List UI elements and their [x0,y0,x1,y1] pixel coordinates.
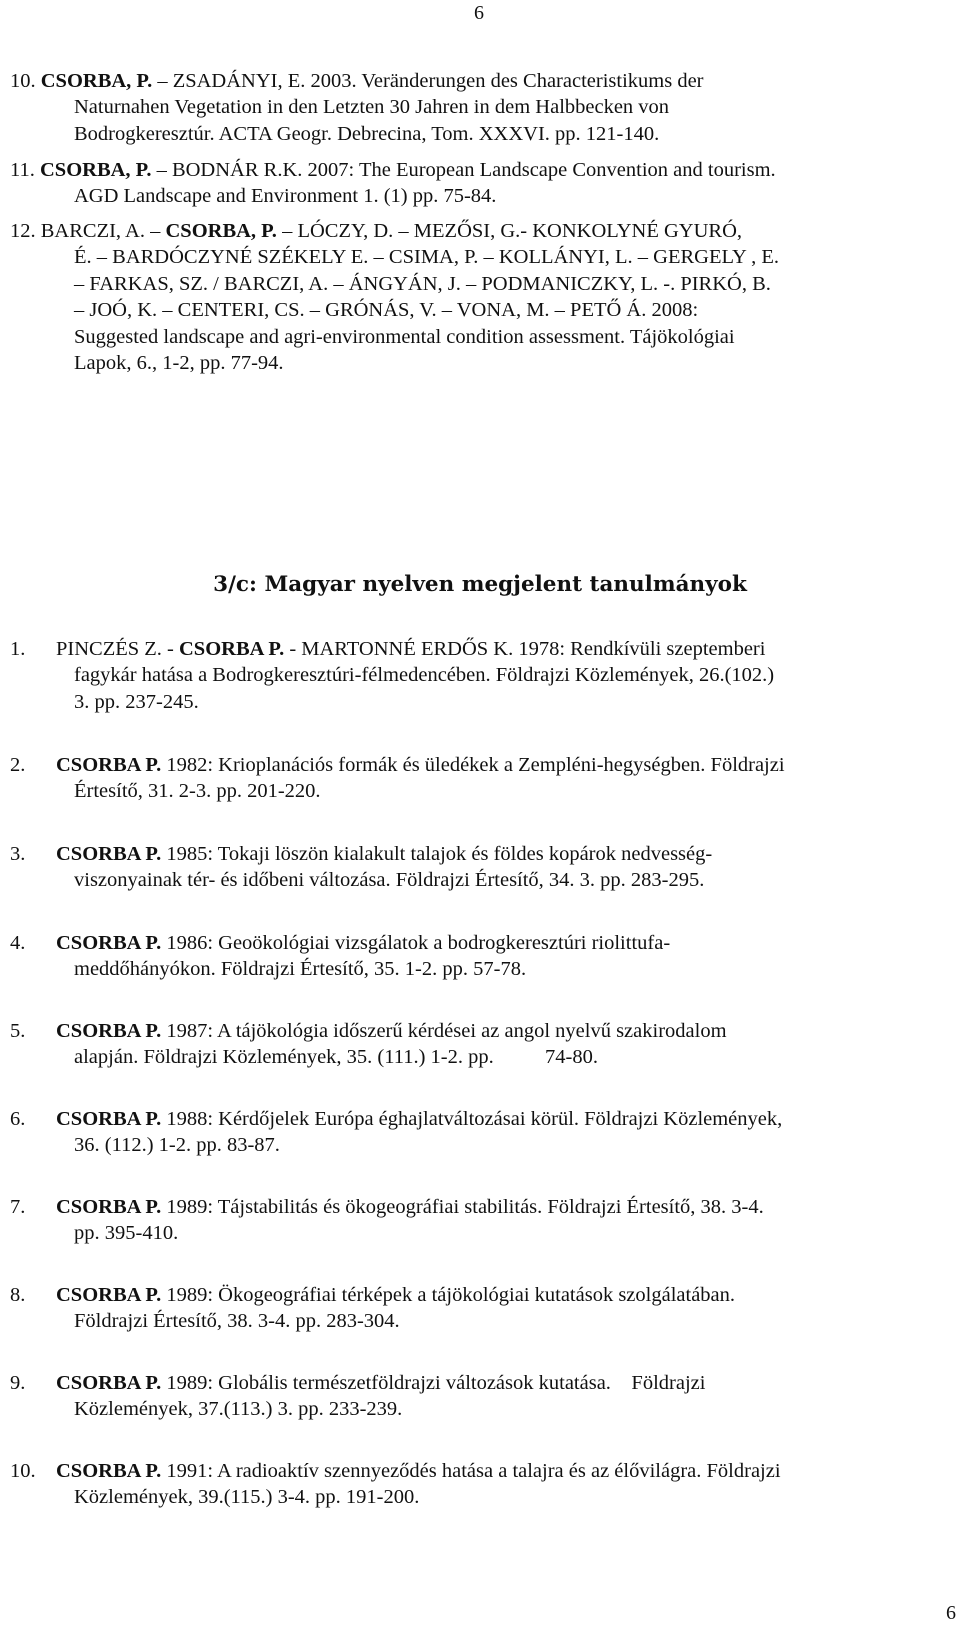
entry-text: 1989: Tájstabilitás és ökogeográfiai stabilitás. Földrajzi Értesítő, 38. 3-4. [161,1196,764,1218]
entry-text: 1985: Tokaji löszön kialakult talajok és földes kopárok nedvesség- [161,843,713,865]
author-bold: CSORBA P. [56,1284,162,1306]
entry-line: – FARKAS, SZ. / BARCZI, A. – ÁNGYÁN, J. – PODMANICZKY, L. -. PIRKÓ, B. [74,272,771,295]
entry-line: É. – BARDÓCZYNÉ SZÉKELY E. – CSIMA, P. – KOLLÁNYI, L. – GERGELY , E. [74,246,780,269]
entry-number: 1. [10,638,26,660]
entry-line: Földrajzi Értesítő, 38. 3-4. pp. 283-304. [74,1310,400,1333]
entry-text: 1991: A radioaktív szennyeződés hatása a talajra és az élővilágra. Földrajzi [161,1460,781,1482]
reference-entry-h3 [10,841,944,894]
reference-entry-h7 [10,1194,944,1247]
entry-text: - MARTONNÉ ERDŐS K. 1978: Rendkívüli szeptemberi [284,638,766,660]
entry-text: PINCZÉS Z. - [56,638,179,660]
entry-number: 11. [10,159,35,181]
entry-text: BARCZI, A. – [40,220,166,242]
entry-line: Bodrogkeresztúr. ACTA Geogr. Debrecina, Tom. XXXVI. pp. 121-140. [74,122,660,145]
entry-text: – BODNÁR R.K. 2007: The European Landscape Convention and tourism. [151,159,776,181]
entry-number: 3. [10,843,26,865]
reference-entry-10 [10,68,944,147]
reference-entry-h1 [10,636,944,715]
entry-line: 3. pp. 237-245. [74,690,199,713]
author-bold: CSORBA P. [56,1460,162,1482]
author-bold: CSORBA P. [56,843,162,865]
entry-number: 6. [10,1108,26,1130]
author-bold: CSORBA P. [56,932,162,954]
entry-text: – LÓCZY, D. – MEZŐSI, G.- KONKOLYNÉ GYURÓ, [276,220,743,242]
author-bold: CSORBA, P. [40,159,152,181]
entry-line: AGD Landscape and Environment 1. (1) pp. 75-84. [74,185,497,208]
author-bold: CSORBA P. [56,1372,162,1394]
author-bold: CSORBA, P. [40,70,153,92]
reference-entry-h9 [10,1370,944,1423]
page-number-bottom: 6 [946,1602,956,1624]
entry-text: 1989: Globális természetföldrajzi változások kutatása. Földrajzi [161,1372,706,1394]
entry-text: 1988: Kérdőjelek Európa éghajlatváltozásai körül. Földrajzi Közlemények, [161,1108,783,1130]
entry-line: meddőhányókon. Földrajzi Értesítő, 35. 1-2. pp. 57-78. [74,958,527,981]
author-bold: CSORBA P. [56,1108,162,1130]
reference-entry-h6 [10,1106,944,1159]
entry-line: Közlemények, 39.(115.) 3-4. pp. 191-200. [74,1486,420,1509]
reference-entry-11 [10,157,944,210]
author-bold: CSORBA P. [56,754,162,776]
entry-text: 1987: A tájökológia időszerű kérdései az angol nyelvű szakirodalom [161,1020,727,1042]
entry-text: 1989: Ökogeográfiai térképek a tájökológiai kutatások szolgálatában. [161,1284,736,1306]
entry-number: 4. [10,932,26,954]
reference-entry-h2 [10,752,944,805]
entry-line: Lapok, 6., 1-2, pp. 77-94. [74,352,284,375]
entry-line: Suggested landscape and agri-environmental condition assessment. Tájökológiai [74,325,735,348]
section-heading: 3/c: Magyar nyelven megjelent tanulmányok [213,572,747,597]
entry-number: 9. [10,1372,26,1394]
author-bold: CSORBA P. [56,1020,162,1042]
entry-line: fagykár hatása a Bodrogkeresztúri-félmedencében. Földrajzi Közlemények, 26.(102.) [74,664,775,687]
entry-number: 12. [10,220,36,242]
reference-entry-h5 [10,1018,944,1071]
author-bold: CSORBA, P. [165,220,277,242]
entry-number: 2. [10,754,26,776]
page-number-top: 6 [474,2,484,24]
entry-line: pp. 395-410. [74,1222,179,1245]
entry-line: alapján. Földrajzi Közlemények, 35. (111.) 1-2. pp. 74-80. [74,1046,598,1069]
entry-line: Naturnahen Vegetation in den Letzten 30 Jahren in dem Halbbecken von [74,96,670,119]
entry-number: 10. [10,1460,36,1482]
entry-number: 5. [10,1020,26,1042]
author-bold: CSORBA P. [56,1196,162,1218]
entry-line: 36. (112.) 1-2. pp. 83-87. [74,1134,280,1157]
entry-number: 8. [10,1284,26,1306]
reference-entry-h8 [10,1282,944,1335]
entry-number: 7. [10,1196,26,1218]
entry-line: Közlemények, 37.(113.) 3. pp. 233-239. [74,1398,403,1421]
entry-line: – JOÓ, K. – CENTERI, CS. – GRÓNÁS, V. – VONA, M. – PETŐ Á. 2008: [74,299,699,322]
reference-entry-h10 [10,1458,944,1511]
entry-number: 10. [10,70,36,92]
reference-entry-12 [10,218,944,376]
entry-line: viszonyainak tér- és időbeni változása. Földrajzi Értesítő, 34. 3. pp. 283-295. [74,869,705,892]
author-bold: CSORBA P. [179,638,285,660]
entry-text: 1986: Geoökológiai vizsgálatok a bodrogkeresztúri riolittufa- [161,932,671,954]
entry-line: Értesítő, 31. 2-3. pp. 201-220. [74,780,321,803]
entry-text: 1982: Krioplanációs formák és üledékek a Zempléni-hegységben. Földrajzi [161,754,785,776]
reference-entry-h4 [10,930,944,983]
entry-text: – ZSADÁNYI, E. 2003. Veränderungen des Characteristikums der [152,70,704,92]
